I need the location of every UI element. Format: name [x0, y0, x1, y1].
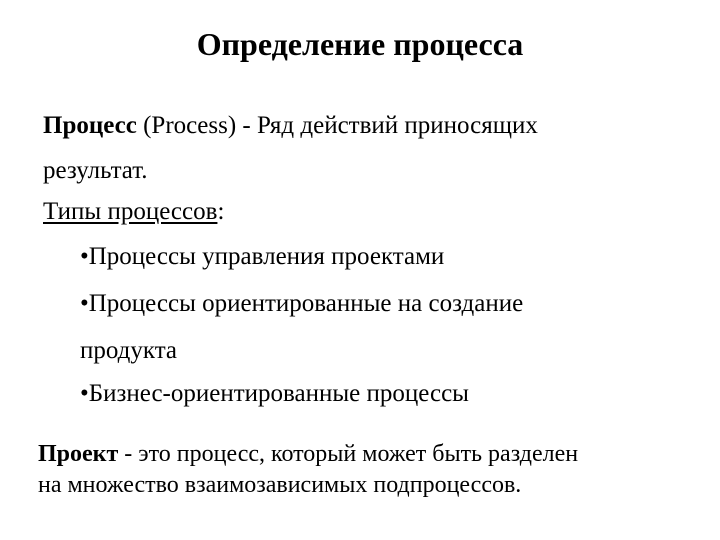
bullet-project-management: •Процессы управления проектами	[80, 243, 445, 270]
process-definition-text: (Process) - Ряд действий приносящих	[136, 112, 538, 139]
process-types-colon: :	[217, 198, 225, 225]
bullet-product-oriented: •Процессы ориентированные на создание	[80, 290, 524, 317]
process-types-label: Типы процессов	[43, 198, 218, 225]
bullet-business-oriented: •Бизнес-ориентированные процессы	[80, 380, 469, 407]
project-term: Проект	[38, 441, 119, 467]
project-definition-line	[38, 439, 578, 469]
project-definition-continuation: на множество взаимозависимых подпроцессов.	[38, 472, 522, 498]
process-types-heading	[43, 196, 224, 228]
project-definition-text: - это процесс, который может быть разделен	[118, 441, 579, 467]
process-term: Процесс	[43, 112, 137, 139]
process-definition-continuation: результат.	[43, 157, 148, 184]
slide-title: Определение процесса	[196, 26, 524, 62]
process-definition-line	[43, 110, 538, 142]
bullet-product-oriented-continuation: продукта	[80, 337, 178, 364]
